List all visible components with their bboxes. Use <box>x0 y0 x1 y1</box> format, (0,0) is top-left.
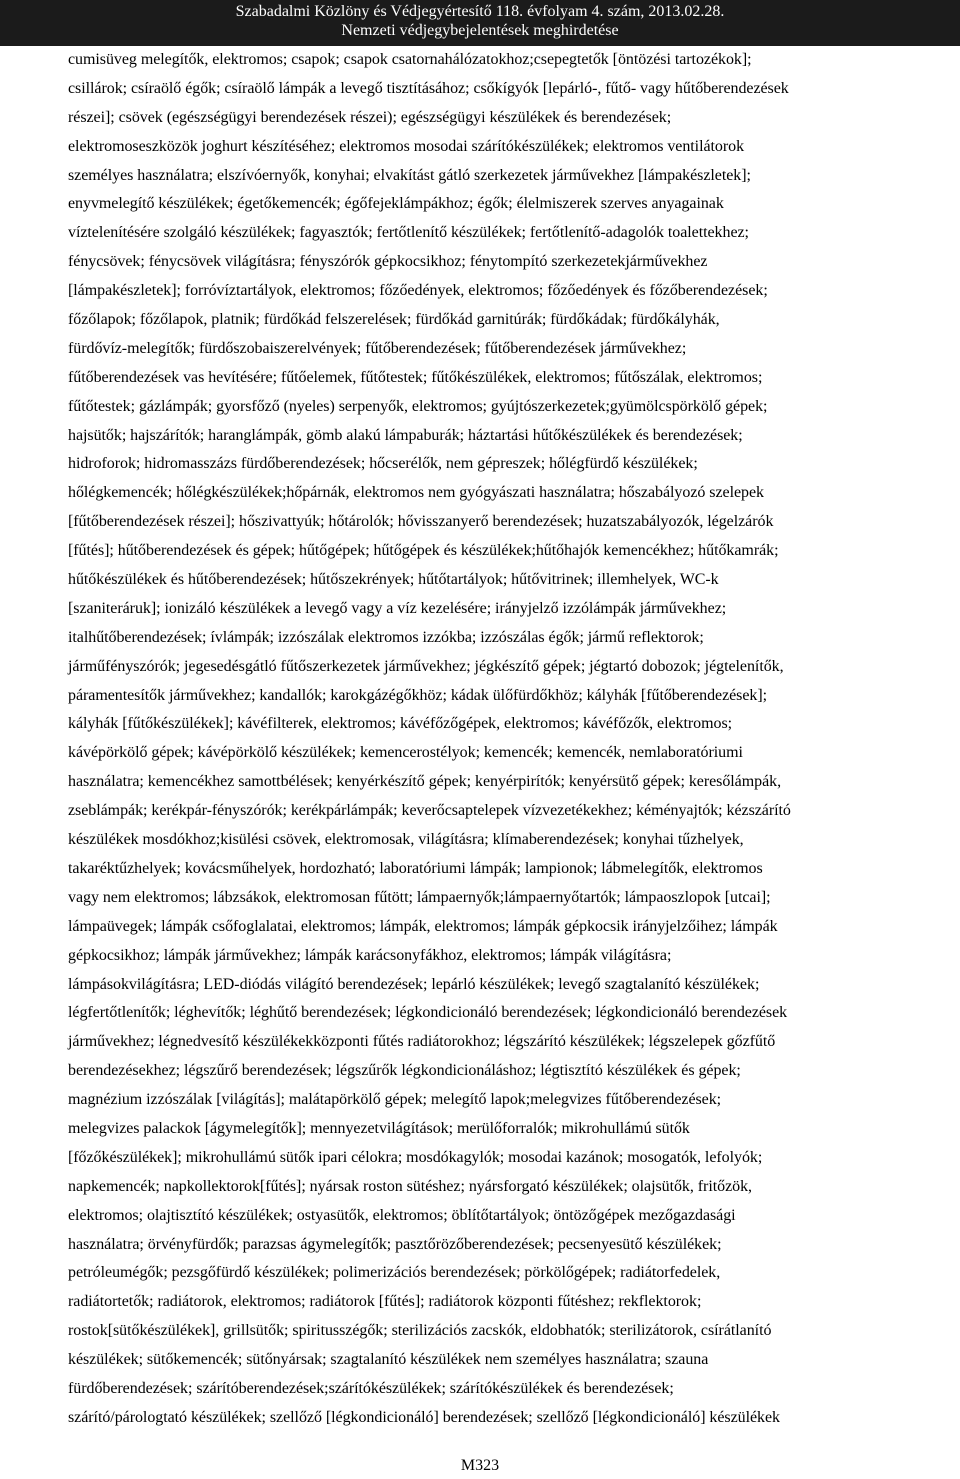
text-line: légfertőtlenítők; léghevítők; léghűtő berendezések; légkondicionáló berendezések; légkondicionáló berendezések <box>68 1004 788 1022</box>
text-line: italhűtőberendezések; ívlámpák; izzószálak elektromos izzókba; izzószálas égők; jármű reflektorok; <box>68 628 704 646</box>
text-line: kályhák [fűtőkészülékek]; kávéfilterek, elektromos; kávéfőzőgépek, elektromos; kávéfőzők, elektromos; <box>68 715 733 733</box>
text-line: fürdővíz-melegítők; fürdőszobaiszerelvények; fűtőberendezések; fűtőberendezések járművekhez; <box>68 339 687 357</box>
text-line: víztelenítésére szolgáló készülékek; fagyasztók; fertőtlenítő készülékek; fertőtlenítő-adagolók toalettekhez; <box>68 224 749 242</box>
text-line: főzőlapok; főzőlapok, platnik; fürdőkád felszerelések; fürdőkád garnitúrák; fürdőkádak; fürdőkályhák, <box>68 311 720 329</box>
text-line: személyes használatra; elszívóernyők, konyhai; elvakítást gátló szerkezetek járművekhez [lámpakészletek]; <box>68 166 751 184</box>
text-line: fénycsövek; fénycsövek világításra; fényszórók gépkocsikhoz; fénytompító szerkezetekjárművekhez <box>68 253 708 271</box>
text-line: kávépörkölő gépek; kávépörkölő készülékek; kemencerostélyok; kemencék; kemencék, nemlaboratóriumi <box>68 744 743 762</box>
text-line: radiátortetők; radiátorok, elektromos; radiátorok [fűtés]; radiátorok központi fűtéshez; rekflektorok; <box>68 1293 702 1311</box>
text-line: fürdőberendezések; szárítóberendezések;szárítókészülékek; szárítókészülékek és berendezések; <box>68 1379 674 1397</box>
text-line: [főzőkészülékek]; mikrohullámú sütők ipari célokra; mosdókagylók; mosodai kazánok; mosogatók, lefolyók; <box>68 1148 763 1166</box>
text-line: vagy nem elektromos; lábzsákok, elektromosan fűtött; lámpaernyők;lámpaernyőtartók; lámpaoszlopok [utcai]; <box>68 888 771 906</box>
text-line: járműfényszórók; jegesedésgátló fűtőszerkezetek járművekhez; jégkészítő gépek; jégtartó dobozok; jégtelenítők, <box>68 657 784 675</box>
text-line: szárító/párologtató készülékek; szellőző [légkondicionáló] berendezések; szellőző [légkondicionáló] készülékek <box>68 1408 781 1426</box>
text-line: zseblámpák; kerékpár-fényszórók; kerékpárlámpák; keverőcsaptelepek vízvezetékekhez; kéményajtók; kézszárító <box>68 802 791 820</box>
text-line: [fűtőberendezések részei]; hőszivattyúk; hőtárolók; hővisszanyerő berendezések; huzatszabályozók, légelzárók <box>68 513 774 531</box>
text-line: készülékek mosdókhoz;kisülési csövek, elektromosak, világításra; klímaberendezések; konyhai tűzhelyek, <box>68 831 744 849</box>
text-line: [lámpakészletek]; forróvíztartályok, elektromos; főzőedények, elektromos; főzőedények és főzőberendezések; <box>68 282 768 300</box>
text-line: hidroforok; hidromasszázs fürdőberendezések; hőcserélők, nem gépreszek; hőlégfürdő készülékek; <box>68 455 698 473</box>
text-line: páramentesítők járművekhez; kandallók; karokgázégőkhöz; kádak ülőfürdőkhöz; kályhák [fűtőberendezések]; <box>68 686 768 704</box>
text-line: gépkocsikhoz; lámpák járművekhez; lámpák karácsonyfákhoz, elektromos; lámpák világításra; <box>68 946 672 964</box>
text-line: cumisüveg melegítők, elektromos; csapok; csapok csatornahálózatokhoz;csepegtetők [öntözési tartozékok]; <box>68 51 752 68</box>
text-line: használatra; kemencékhez samottbélések; kenyérkészítő gépek; kenyérpirítók; kenyérsütő gépek; keresőlámpák, <box>68 773 782 791</box>
page-number: M323 <box>460 1457 500 1474</box>
text-line: [szaniteráruk]; ionizáló készülékek a levegő vagy a víz kezelésére; irányjelző izzólámpák járművekhez; <box>68 599 727 617</box>
text-line: [fűtés]; hűtőberendezések és gépek; hűtőgépek; hűtőgépek és készülékek;hűtőhajók kemencékhez; hűtőkamrák; <box>68 542 779 560</box>
text-line: fűtőberendezések vas hevítésére; fűtőelemek, fűtőtestek; fűtőkészülékek, elektromos; fűtőszálak, elektromos; <box>68 368 763 386</box>
text-line: hajsütők; hajszárítók; haranglámpák, gömb alakú lámpaburák; háztartási hűtőkészülékek és berendezések; <box>68 426 743 444</box>
page-header <box>0 0 960 46</box>
text-line: magnézium izzószálak [világítás]; malátapörkölő gépek; melegítő lapok;melegvizes fűtőberendezések; <box>68 1091 722 1109</box>
text-line: takaréktűzhelyek; kovácsműhelyek, hordozható; laboratóriumi lámpák; lampionok; lábmelegítők, elektromos <box>68 859 763 877</box>
text-line: készülékek; sütőkemencék; sütőnyársak; szagtalanító készülékek nem személyes használatra; szauna <box>68 1351 709 1369</box>
text-line: enyvmelegítő készülékek; égetőkemencék; égőfejeklámpákhoz; égők; élelmiszerek szerves anyagainak <box>68 195 724 213</box>
header-publication-title: Szabadalmi Közlöny és Védjegyértesítő 118. évfolyam 4. szám, 2013.02.28. <box>235 3 725 20</box>
text-line: elektromoseszközök joghurt készítéséhez; elektromos mosodai szárítókészülékek; elektromos ventilátorok <box>68 137 745 155</box>
text-line: járművekhez; légnedvesítő készülékekközponti fűtés radiátorokhoz; légszárító készülékek; légszelepek gőzfűtő <box>68 1033 776 1051</box>
text-line: berendezésekhez; légszűrő berendezések; légszűrők légkondicionáláshoz; légtisztító készülékek és gépek; <box>68 1062 741 1080</box>
text-line: részei]; csövek (egészségügyi berendezések részei); egészségügyi készülékek és berendezések; <box>68 108 672 126</box>
text-line: csillárok; csíraölő égők; csíraölő lámpák a levegő tisztításához; csőkígyók [lepárló-, fűtő- vagy hűtőberendezések <box>68 79 789 97</box>
header-section-title: Nemzeti védjegybejelentések meghirdetése <box>341 22 619 39</box>
text-line: rostok[sütőkészülékek], grillsütők; spiritusszégők; sterilizációs zacskók, eldobhatók; sterilizátorok, csírátlanító <box>68 1322 772 1340</box>
text-line: hűtőkészülékek és hűtőberendezések; hűtőszekrények; hűtőtartályok; hűtővitrinek; illemhelyek, WC-k <box>68 571 719 589</box>
text-line: lámpaüvegek; lámpák csőfoglalatai, elektromos; lámpák, elektromos; lámpák gépkocsik irányjelzőihez; lámpák <box>68 917 778 935</box>
text-line: napkemencék; napkollektorok[fűtés]; nyársak roston sütéshez; nyársforgató készülékek; olajsütők, fritőzök, <box>68 1177 752 1195</box>
document-body <box>68 46 898 1433</box>
text-line: lámpásokvilágításra; LED-diódás világító berendezések; lepárló készülékek; levegő szagtalanító készülékek; <box>68 975 760 993</box>
text-line: elektromos; olajtisztító készülékek; ostyasütők, elektromos; öblítőtartályok; öntözőgépek mezőgazdasági <box>68 1206 736 1224</box>
text-line: fűtőtestek; gázlámpák; gyorsfőző (nyeles) serpenyők, elektromos; gyújtószerkezetek;gyümölcspörkölő gépek; <box>68 397 768 415</box>
text-line: használatra; örvényfürdők; parazsas ágymelegítők; pasztőrözőberendezések; pecsenyesütő készülékek; <box>68 1235 722 1253</box>
text-line: petróleumégők; pezsgőfürdő készülékek; polimerizációs berendezések; pörkölőgépek; radiátorfedelek, <box>68 1264 721 1282</box>
text-line: hőlégkemencék; hőlégkészülékek;hőpárnák, elektromos nem gyógyászati használatra; hőszabályozó szelepek <box>68 484 764 502</box>
text-line: melegvizes palackok [ágymelegítők]; mennyezetvilágítások; merülőforralók; mikrohullámú sütők <box>68 1119 690 1137</box>
